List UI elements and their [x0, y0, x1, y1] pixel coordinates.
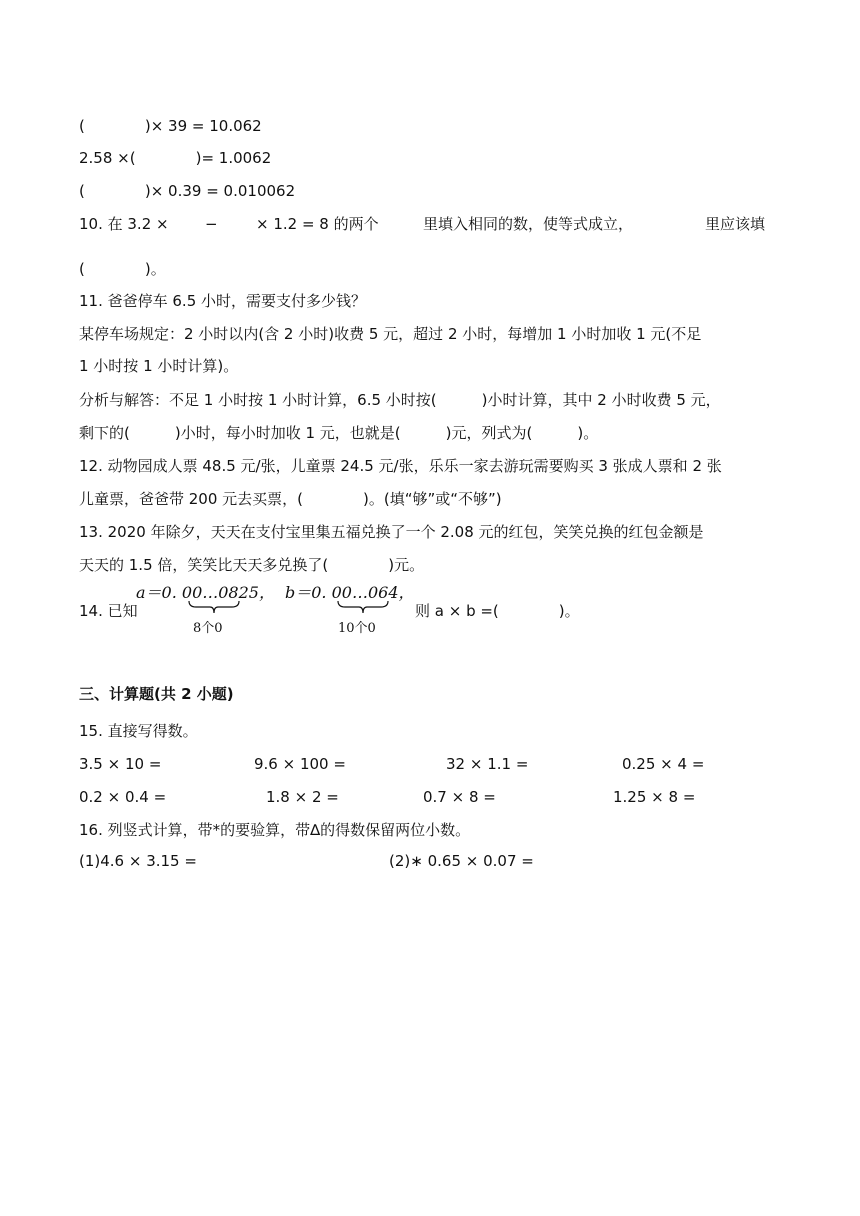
q14-prefix: 14. 已知 — [79, 602, 138, 620]
q10-line-a-part4: 里填入相同的数，使等式成立， — [423, 215, 634, 233]
q10-line-a-part2: − — [205, 215, 218, 233]
q15-item: 0.7 × 8 = — [423, 788, 496, 806]
q12-line-b: 儿童票，爸爸带 200 元去买票，( )。(填“够”或“不够”) — [79, 490, 502, 508]
q15-item: 1.25 × 8 = — [613, 788, 696, 806]
q11-answer-line1: 分析与解答：不足 1 小时按 1 小时计算，6.5 小时按( )小时计算，其中 2 小时收费 5 元， — [79, 391, 721, 409]
q16-title: 16. 列竖式计算，带*的要验算，带∆的得数保留两位小数。 — [79, 821, 471, 839]
q15-item: 3.5 × 10 = — [79, 755, 162, 773]
q13-line-a: 13. 2020 年除夕，天天在支付宝里集五福兑换了一个 2.08 元的红包，笑笑兑换的红包金额是 — [79, 523, 704, 541]
q14-a-value: a＝0. 00…0825， — [136, 583, 275, 602]
q11-rule-line2: 1 小时按 1 小时计算)。 — [79, 357, 239, 375]
q11-rule-line1: 某停车场规定：2 小时以内(含 2 小时)收费 5 元，超过 2 小时，每增加 1 小时加收 1 元(不足 — [79, 325, 702, 343]
q15-item: 9.6 × 100 = — [254, 755, 346, 773]
q14-b-subscript: 10个0 — [338, 621, 376, 636]
q15-item: 1.8 × 2 = — [266, 788, 339, 806]
q14-suffix: 则 a × b =( )。 — [415, 602, 580, 620]
q15-item: 32 × 1.1 = — [446, 755, 529, 773]
q9-line-b: 2.58 ×( )= 1.0062 — [79, 149, 272, 167]
q11-title: 11. 爸爸停车 6.5 小时，需要支付多少钱？ — [79, 292, 367, 310]
section-3-heading: 三、计算题(共 2 小题) — [79, 685, 234, 703]
q11-answer-line2: 剩下的( )小时，每小时加收 1 元，也就是( )元，列式为( )。 — [79, 424, 599, 442]
q14-a-brace — [188, 600, 240, 614]
q15-item: 0.25 × 4 = — [622, 755, 705, 773]
q10-line-b: ( )。 — [79, 260, 166, 278]
q16-part-1: (1)4.6 × 3.15 = — [79, 852, 197, 870]
q12-line-a: 12. 动物园成人票 48.5 元/张，儿童票 24.5 元/张，乐乐一家去游玩需要购买 3 张成人票和 2 张 — [79, 457, 722, 475]
q10-line-a-part5: 里应该填 — [705, 215, 766, 233]
q9-line-c: ( )× 0.39 = 0.010062 — [79, 182, 296, 200]
q10-line-a-part1: 10. 在 3.2 × — [79, 215, 169, 233]
q14-b-brace — [337, 600, 389, 614]
q14-a-subscript: 8个0 — [193, 621, 223, 636]
q9-line-a: ( )× 39 = 10.062 — [79, 117, 262, 135]
q13-line-b: 天天的 1.5 倍，笑笑比天天多兑换了( )元。 — [79, 556, 425, 574]
q14-b-value: b＝0. 00…064， — [285, 583, 415, 602]
q15-title: 15. 直接写得数。 — [79, 722, 198, 740]
q10-line-a-part3: × 1.2 = 8 的两个 — [256, 215, 379, 233]
q15-item: 0.2 × 0.4 = — [79, 788, 167, 806]
q16-part-2: (2)∗ 0.65 × 0.07 = — [389, 852, 534, 870]
